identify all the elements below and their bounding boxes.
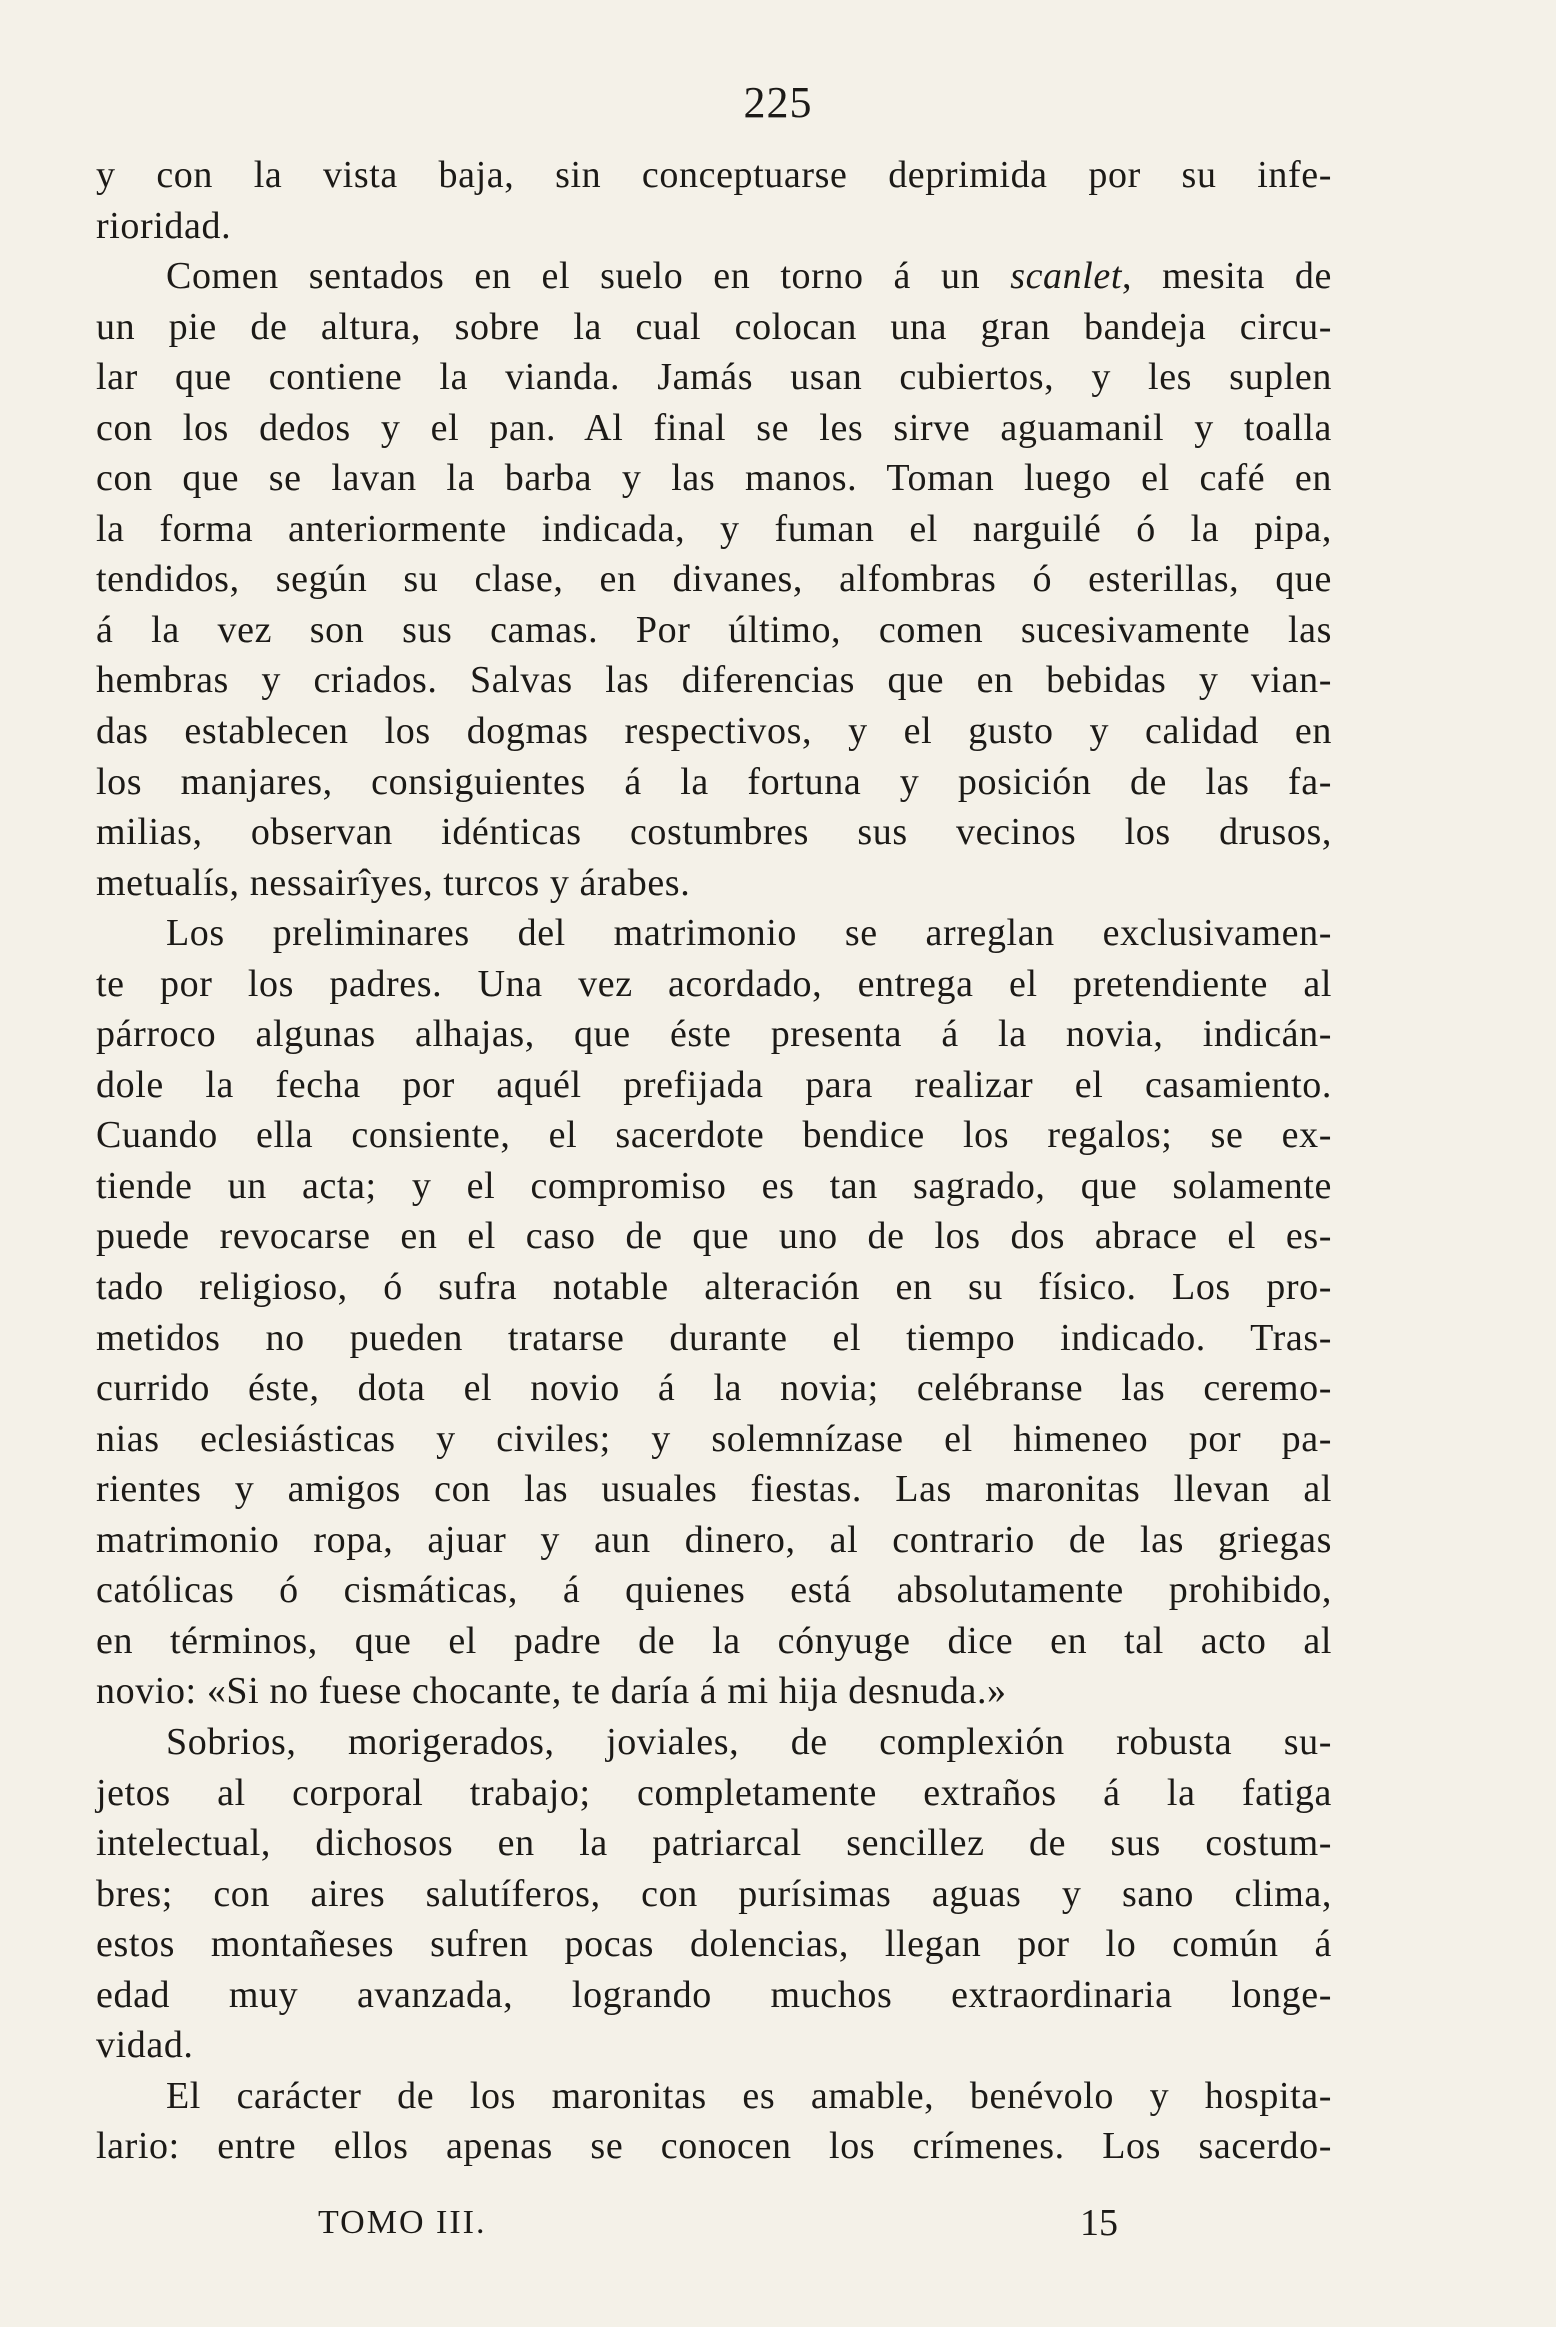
text-line: rientes y amigos con las usuales fiestas. Las maronitas llevan al [96,1468,1332,1511]
text-line: lar que contiene la vianda. Jamás usan cubiertos, y les suplen [96,356,1332,399]
text-line: jetos al corporal trabajo; completamente extraños á la fatiga [96,1771,1332,1814]
text-line: y con la vista baja, sin conceptuarse deprimida por su infe- [96,154,1332,196]
body-text [96,150,1332,2172]
text-line: párroco algunas alhajas, que éste presenta á la novia, indicán- [96,1013,1332,1056]
text-line: vidad. [96,2024,194,2067]
text-line: currido éste, dota el novio á la novia; celébranse las ceremo- [96,1367,1332,1410]
text-line: nias eclesiásticas y civiles; y solemnízase el himeneo por pa- [96,1417,1332,1460]
text-line: edad muy avanzada, logrando muchos extraordinaria longe- [96,1973,1332,2016]
text-line: Sobrios, morigerados, joviales, de complexión robusta su- [166,1720,1332,1763]
text-line: novio: «Si no fuese chocante, te daría á mi hija desnuda.» [96,1670,1007,1713]
text-line: hembras y criados. Salvas las diferencias que en bebidas y vian- [96,659,1332,702]
page-footer [0,2198,1556,2248]
text-line: metualís, nessairîyes, turcos y árabes. [96,861,691,904]
page-number: 225 [743,78,813,127]
text-line: bres; con aires salutíferos, con purísimas aguas y sano clima, [96,1872,1332,1915]
text-line: en términos, que el padre de la cónyuge dice en tal acto al [96,1619,1332,1662]
text-line: lario: entre ellos apenas se conocen los crímenes. Los sacerdo- [96,2125,1332,2168]
text-line: tado religioso, ó sufra notable alteración en su físico. Los pro- [96,1266,1332,1309]
italic-term: scanlet [1010,255,1123,298]
text-line: dole la fecha por aquél prefijada para realizar el casamiento. [96,1063,1332,1106]
text-line: das establecen los dogmas respectivos, y el gusto y calidad en [96,710,1332,753]
footer-signature-mark: 15 [1080,2202,1118,2244]
text-line: con los dedos y el pan. Al final se les sirve aguamanil y toalla [96,406,1332,449]
text-line: El carácter de los maronitas es amable, benévolo y hospita- [166,2074,1332,2117]
text-line: metidos no pueden tratarse durante el tiempo indicado. Tras- [96,1316,1332,1359]
text-line: Los preliminares del matrimonio se arreglan exclusivamen- [166,912,1332,955]
text-line: estos montañeses sufren pocas dolencias, llegan por lo común á [96,1923,1332,1966]
text-line: con que se lavan la barba y las manos. Toman luego el café en [96,457,1332,500]
text-line: católicas ó cismáticas, á quienes está absolutamente prohibido, [96,1569,1332,1612]
text-line: milias, observan idénticas costumbres sus vecinos los drusos, [96,811,1332,854]
text-line: á la vez son sus camas. Por último, comen sucesivamente las [96,608,1332,651]
text-line: rioridad. [96,204,232,247]
text-line: Comen sentados en el suelo en torno á un scanlet, mesita de [166,255,1332,298]
footer-volume-label: TOMO III. [318,2204,487,2241]
text-line: los manjares, consiguientes á la fortuna y posición de las fa- [96,760,1332,803]
text-line: te por los padres. Una vez acordado, entrega el pretendiente al [96,962,1332,1005]
text-line: un pie de altura, sobre la cual colocan una gran bandeja circu- [96,305,1332,348]
text-line: puede revocarse en el caso de que uno de los dos abrace el es- [96,1215,1332,1258]
text-line: matrimonio ropa, ajuar y aun dinero, al contrario de las griegas [96,1518,1332,1561]
text-line: la forma anteriormente indicada, y fuman el narguilé ó la pipa, [96,507,1332,550]
text-line: tendidos, según su clase, en divanes, alfombras ó esterillas, que [96,558,1332,601]
text-line: tiende un acta; y el compromiso es tan sagrado, que solamente [96,1164,1332,1207]
text-line: Cuando ella consiente, el sacerdote bendice los regalos; se ex- [96,1114,1332,1157]
text-line: intelectual, dichosos en la patriarcal sencillez de sus costum- [96,1822,1332,1865]
